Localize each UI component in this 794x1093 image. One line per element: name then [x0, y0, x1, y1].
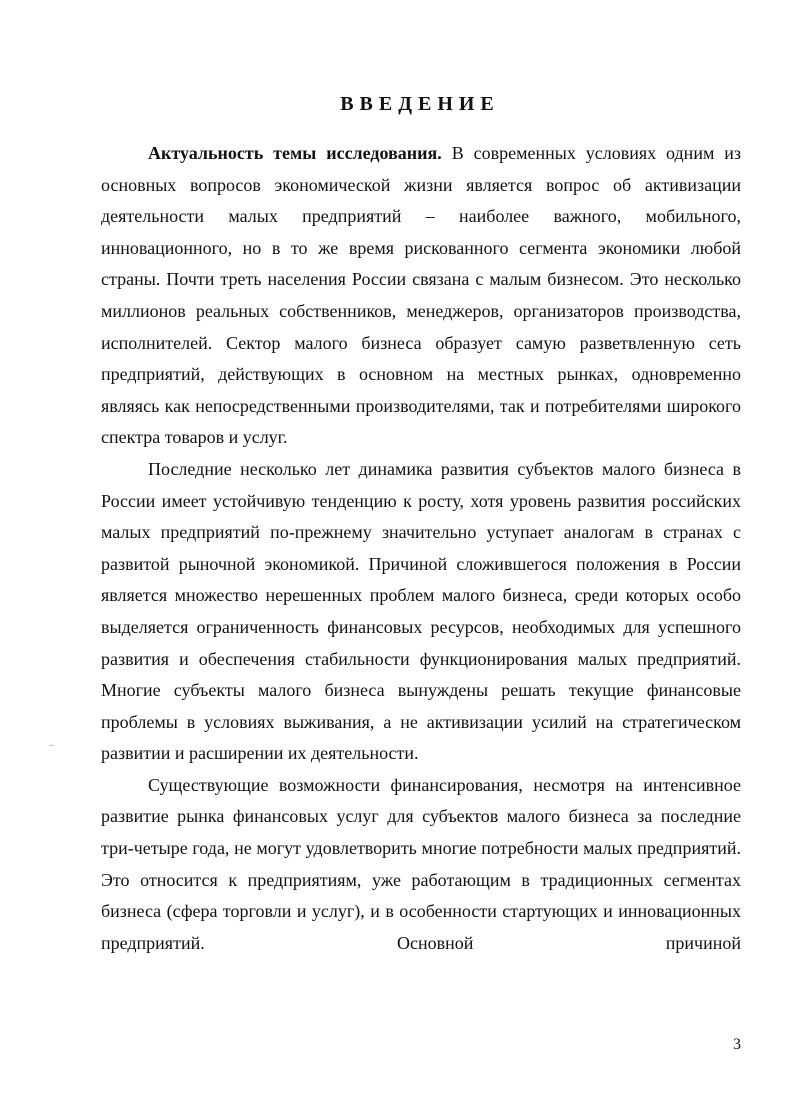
paragraph-dynamics: Последние несколько лет динамика развития субъектов малого бизнеса в России имеет устойчивую тенденцию к росту, хотя уровень развития российских малых предприятий по-прежнему значительно уступает аналогам в странах с развитой рыночной экономикой. Причиной сложившегося положения в России является множество нерешенных проблем малого бизнеса, среди которых особо выделяется ограниченность финансовых ресурсов, необходимых для успешного развития и обеспечения стабильности функционирования малых предприятий. Многие субъекты малого бизнеса вынуждены решать текущие финансовые проблемы в условиях выживания, а не активизации усилий на стратегическом развитии и расширении их деятельности. — [101, 458, 741, 764]
paragraph-financing: Существующие возможности финансирования, несмотря на интенсивное развитие рынка финансовых услуг для субъектов малого бизнеса за последние три-четыре года, не могут удовлетворить многие потребности малых предприятий. Это относится к предприятиям, уже работающим в традиционных сегментах бизнеса (сфера торговли и услуг), и в особенности стартующих и инновационных предприятий. Основной причиной — [101, 774, 741, 953]
body-text — [101, 138, 741, 959]
page-heading: ВВЕДЕНИЕ — [340, 93, 500, 115]
scan-mark: .. — [49, 738, 54, 748]
paragraph-lead: Актуальность темы исследования. — [148, 143, 442, 163]
paragraph-text: В современных условиях одним из основных вопросов экономической жизни является вопрос об активизации деятельности малых предприятий – наиболее важного, мобильного, инновационного, но в то же время рискованного сегмента экономики любой страны. Почти треть населения России связана с малым бизнесом. Это несколько миллионов реальных собственников, менеджеров, организаторов производства, исполнителей. Сектор малого бизнеса образует самую разветвленную сеть предприятий, действующих в основном на местных рынках, одновременно являясь как непосредственными производителями, так и потребителями широкого спектра товаров и услуг. — [101, 143, 742, 448]
page-number: 3 — [733, 1036, 741, 1053]
paragraph-relevance — [101, 138, 741, 454]
